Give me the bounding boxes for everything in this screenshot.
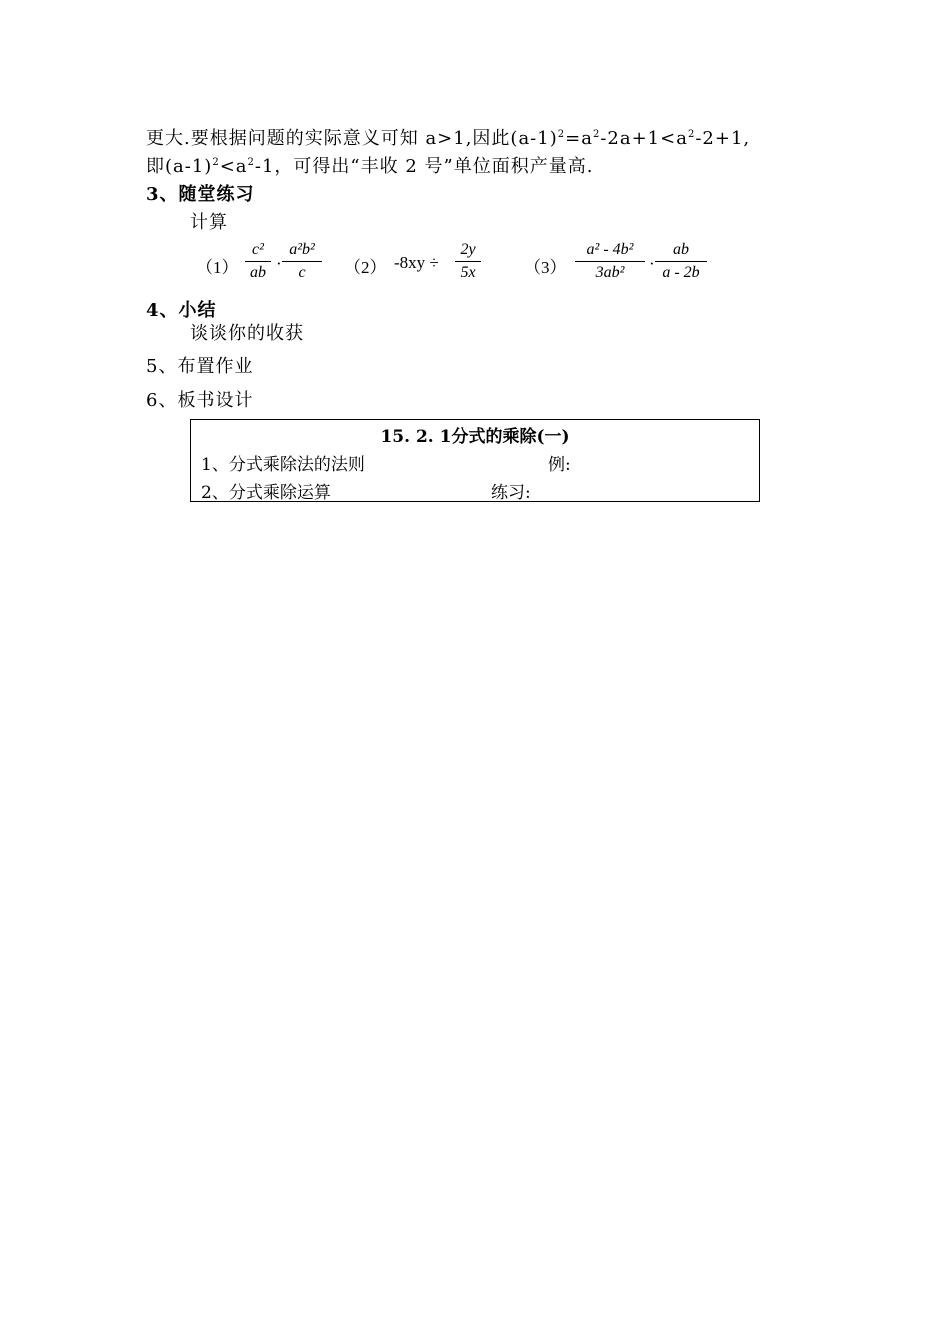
- section-3-subtitle: 计算: [190, 212, 228, 233]
- fraction-bar: [245, 261, 271, 262]
- board-row-2-left: 2、分式乘除运算: [201, 483, 331, 503]
- exercise-1-fraction-2: [282, 240, 322, 283]
- fraction-bar: [575, 261, 645, 262]
- board-title: 15. 2. 1分式的乘除(一): [380, 427, 570, 447]
- board-row-1-right: 例:: [548, 455, 571, 475]
- exercise-3-fraction-1: [575, 240, 645, 283]
- text-segment: <a: [219, 156, 248, 177]
- superscript: 2: [592, 129, 601, 140]
- superscript: 2: [247, 157, 255, 168]
- text-segment: -2a+1<a: [600, 128, 688, 149]
- exercise-2-prefix: -8xy ÷: [394, 253, 439, 272]
- board-row-2-right: 练习:: [491, 483, 531, 503]
- board-row-1-left: 1、分式乘除法的法则: [201, 455, 365, 475]
- section-4-subtitle: 谈谈你的收获: [190, 323, 304, 344]
- fraction-bar: [655, 261, 707, 262]
- section-6-heading: 6、板书设计: [146, 390, 254, 411]
- superscript: 2: [557, 129, 566, 140]
- denominator: c: [298, 264, 306, 281]
- exercise-3-label: （3）: [524, 258, 567, 277]
- section-3-heading: 3、随堂练习: [146, 184, 255, 205]
- text-segment: -2+1,: [695, 128, 751, 149]
- multiply-dot: ·: [276, 254, 282, 273]
- exercise-1-label: （1）: [196, 258, 239, 277]
- text-segment: 即(a-1): [146, 156, 213, 177]
- exercise-1-fraction-1: [245, 240, 271, 283]
- numerator: 2y: [460, 241, 476, 258]
- numerator: ab: [673, 241, 689, 258]
- numerator: a² - 4b²: [586, 241, 634, 258]
- section-4-heading: 4、小结: [146, 300, 217, 321]
- denominator: a - 2b: [662, 264, 700, 281]
- exercise-2-fraction: [455, 240, 481, 283]
- board-design-box: [190, 419, 760, 502]
- superscript: 2: [212, 157, 220, 168]
- denominator: ab: [250, 264, 266, 281]
- denominator: 5x: [460, 264, 476, 281]
- numerator: a²b²: [289, 241, 315, 258]
- exercise-2-label: （2）: [344, 258, 387, 277]
- numerator: c²: [252, 241, 264, 258]
- denominator: 3ab²: [595, 264, 625, 281]
- text-segment: 更大.要根据问题的实际意义可知 a>1,因此(a-1): [146, 128, 558, 149]
- fraction-bar: [455, 261, 481, 262]
- text-segment: =a: [565, 128, 593, 149]
- multiply-dot: ·: [649, 254, 655, 273]
- paragraph-line-2: [146, 152, 593, 178]
- section-5-heading: 5、布置作业: [146, 356, 254, 377]
- text-segment: -1，可得出“丰收 2 号”单位面积产量高.: [254, 156, 594, 177]
- paragraph-line-1: [146, 124, 750, 150]
- fraction-bar: [282, 261, 322, 262]
- superscript: 2: [687, 129, 696, 140]
- exercise-3-fraction-2: [655, 240, 707, 283]
